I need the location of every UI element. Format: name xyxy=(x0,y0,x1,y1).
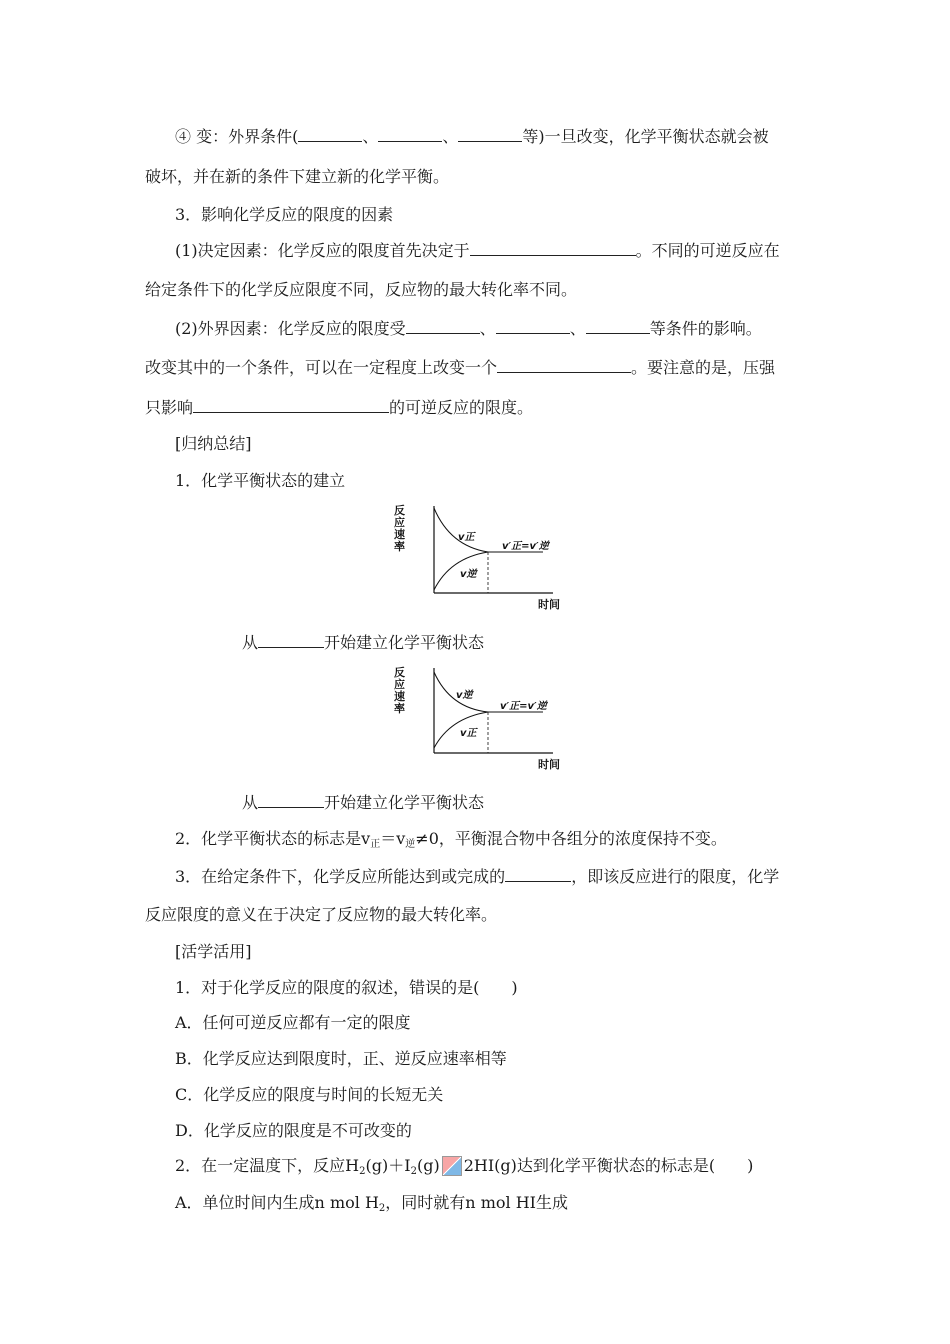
y-label-char: 反 xyxy=(394,666,405,679)
summary-1-title: 1．化学平衡状态的建立 xyxy=(175,471,346,490)
x-axis-label: 时间 xyxy=(538,758,560,771)
blank-field[interactable] xyxy=(505,866,571,882)
summary-3-line1 xyxy=(175,866,779,887)
subscript: 逆 xyxy=(405,839,416,850)
blank-field[interactable] xyxy=(586,318,650,334)
question-1-option-b[interactable]: B．化学反应达到限度时，正、逆反应速率相等 xyxy=(175,1049,507,1068)
equilibrium-label: v′正=v′逆 xyxy=(500,701,547,712)
question-1-option-a[interactable]: A．任何可逆反应都有一定的限度 xyxy=(175,1013,411,1032)
text: 2．在一定温度下，反应H xyxy=(175,1156,360,1175)
summary-3-line2: 反应限度的意义在于决定了反应物的最大转化率。 xyxy=(145,905,498,924)
question-1-stem: 1．对于化学反应的限度的叙述，错误的是( ) xyxy=(175,978,518,997)
blank-field[interactable] xyxy=(193,397,389,413)
text: (g) xyxy=(416,1156,440,1175)
blank-field[interactable] xyxy=(497,357,631,373)
text: (2)外界因素：化学反应的限度受 xyxy=(175,319,406,338)
question-2-option-a[interactable] xyxy=(175,1193,568,1219)
text: (g)＋I xyxy=(365,1156,411,1175)
text: 等)一旦改变，化学平衡状态就会被 xyxy=(522,127,769,146)
text: ＝v xyxy=(380,829,406,848)
graph-svg xyxy=(388,664,573,774)
factor-2-line3 xyxy=(145,397,533,418)
graph-svg xyxy=(388,502,573,614)
summary-2 xyxy=(175,829,727,855)
text: 、 xyxy=(569,319,586,338)
y-label-char: 反 xyxy=(394,504,405,517)
section-title: 3．影响化学反应的限度的因素 xyxy=(175,205,394,224)
factor-2-line2 xyxy=(145,357,775,378)
text: 、 xyxy=(479,319,496,338)
question-1-option-c[interactable]: C．化学反应的限度与时间的长短无关 xyxy=(175,1085,444,1104)
rate-time-graph-1 xyxy=(388,502,573,614)
text: 3．在给定条件下，化学反应所能达到或完成的 xyxy=(175,867,506,886)
y-label-char: 应 xyxy=(394,678,405,691)
text: 只影响 xyxy=(145,398,194,417)
question-1-option-d[interactable]: D．化学反应的限度是不可改变的 xyxy=(175,1121,412,1140)
summary-header: [归纳总结] xyxy=(175,434,252,453)
text: ④ 变：外界条件( xyxy=(175,127,299,146)
y-axis-label xyxy=(394,503,405,553)
y-axis-label xyxy=(394,665,405,715)
y-label-char: 率 xyxy=(394,702,405,715)
text: 改变其中的一个条件，可以在一定程度上改变一个 xyxy=(145,358,498,377)
factor-2-line1 xyxy=(175,318,762,339)
y-label-char: 速 xyxy=(394,690,405,703)
text: 。要注意的是，压强 xyxy=(631,358,776,377)
text: 开始建立化学平衡状态 xyxy=(324,793,485,812)
text: (1)决定因素：化学反应的限度首先决定于 xyxy=(175,241,470,260)
subscript: 2 xyxy=(378,1203,386,1214)
text: 2．化学平衡状态的标志是v xyxy=(175,829,371,848)
equilibrium-arrow-icon xyxy=(442,1156,462,1176)
blank-field[interactable] xyxy=(458,126,522,142)
text: A．单位时间内生成n mol H xyxy=(175,1193,379,1212)
x-axis-label: 时间 xyxy=(538,598,560,611)
text: 从 xyxy=(242,793,259,812)
upper-curve-label: v逆 xyxy=(456,690,473,701)
blank-field[interactable] xyxy=(406,318,480,334)
blank-field[interactable] xyxy=(298,126,362,142)
blank-field[interactable] xyxy=(258,632,324,648)
factor-1-line1 xyxy=(175,240,780,261)
graph-1-caption xyxy=(242,632,484,653)
para-conditions-line1 xyxy=(175,126,769,147)
lower-curve-label: v正 xyxy=(460,728,477,739)
y-label-char: 率 xyxy=(394,540,405,553)
rate-time-graph-2 xyxy=(388,664,573,774)
text: ，即该反应进行的限度，化学 xyxy=(571,867,780,886)
text: 。不同的可逆反应在 xyxy=(635,241,780,260)
para-conditions-line2: 破坏，并在新的条件下建立新的化学平衡。 xyxy=(145,167,450,186)
text: 开始建立化学平衡状态 xyxy=(324,633,485,652)
text: 、 xyxy=(362,127,379,146)
equilibrium-label: v′正=v′逆 xyxy=(502,541,549,552)
practice-header: [活学活用] xyxy=(175,942,252,961)
factor-1-line2: 给定条件下的化学反应限度不同，反应物的最大转化率不同。 xyxy=(145,280,578,299)
upper-curve xyxy=(434,508,488,552)
y-label-char: 应 xyxy=(394,516,405,529)
text: 、 xyxy=(442,127,459,146)
subscript: 2 xyxy=(359,1166,366,1177)
text: ≠0，平衡混合物中各组分的浓度保持不变。 xyxy=(415,829,727,848)
graph-2-caption xyxy=(242,792,484,813)
blank-field[interactable] xyxy=(258,792,324,808)
lower-curve-label: v逆 xyxy=(460,569,477,580)
text: 等条件的影响。 xyxy=(649,319,762,338)
text: 的可逆反应的限度。 xyxy=(389,398,534,417)
text: ，同时就有n mol HI生成 xyxy=(385,1193,568,1212)
blank-field[interactable] xyxy=(378,126,442,142)
text: 2HI(g)达到化学平衡状态的标志是( ) xyxy=(463,1156,754,1175)
subscript: 正 xyxy=(370,839,381,850)
subscript: 2 xyxy=(410,1166,417,1177)
blank-field[interactable] xyxy=(496,318,570,334)
question-2-stem xyxy=(175,1156,753,1182)
y-label-char: 速 xyxy=(394,528,405,541)
blank-field[interactable] xyxy=(470,240,636,256)
upper-curve-label: v正 xyxy=(458,532,475,543)
text: 从 xyxy=(242,633,259,652)
